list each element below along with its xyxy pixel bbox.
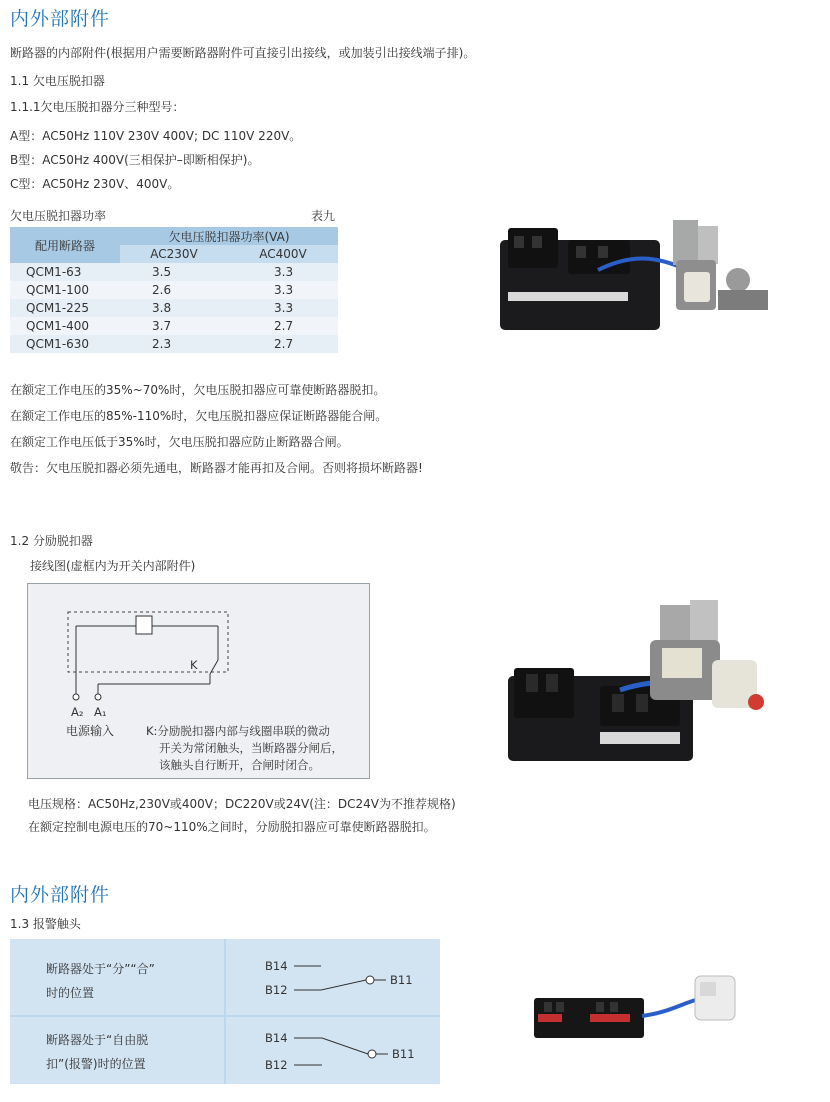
k-note-line-1: K:分励脱扣器内部与线圈串联的微动 bbox=[146, 724, 330, 738]
cell: QCM1-630 bbox=[10, 335, 120, 353]
section-title: 内外部附件 bbox=[10, 8, 111, 30]
a1-label: A₁ bbox=[94, 705, 107, 719]
intro-text: 断路器的内部附件(根据用户需要断路器附件可直接引出接线，或加装引出接线端子排)。 bbox=[10, 46, 476, 60]
table-row bbox=[10, 263, 338, 281]
cell: 2.6 bbox=[120, 281, 228, 299]
subsection-1-1-1: 1.1.1欠电压脱扣器分三种型号： bbox=[10, 100, 185, 114]
table-caption: 欠电压脱扣器功率 bbox=[10, 209, 107, 223]
cell: 3.8 bbox=[120, 299, 228, 317]
cell: QCM1-63 bbox=[10, 263, 120, 281]
cell: 2.7 bbox=[228, 335, 338, 353]
row2-b14: B14 bbox=[265, 1031, 288, 1045]
row2-b11: B11 bbox=[392, 1047, 415, 1061]
k-note-line-3: 该触头自行断开，合闸时闭合。 bbox=[159, 758, 320, 772]
alarm-contact-photo bbox=[530, 968, 750, 1048]
type-b-text: B型：AC50Hz 400V(三相保护–即断相保护)。 bbox=[10, 153, 260, 167]
voltage-spec: 电压规格：AC50Hz,230V或400V；DC220V或24V(注：DC24V为不推荐规格) bbox=[28, 797, 456, 811]
type-c-text: C型：AC50Hz 230V、400V。 bbox=[10, 177, 180, 191]
a2-label: A₂ bbox=[71, 705, 84, 719]
undervoltage-release-photo bbox=[488, 200, 788, 350]
alarm-contact-schematic bbox=[226, 939, 440, 1084]
table-row bbox=[10, 317, 338, 335]
warning-text: 敬告：欠电压脱扣器必须先通电，断路器才能再扣及合闸。否则将损坏断路器! bbox=[10, 461, 423, 475]
cell: 3.7 bbox=[120, 317, 228, 335]
col-header-group: 欠电压脱扣器功率(VA) bbox=[120, 227, 338, 245]
cell: 2.7 bbox=[228, 317, 338, 335]
cell: 2.3 bbox=[120, 335, 228, 353]
shunt-release-photo bbox=[500, 590, 790, 775]
diagram-caption: 接线图(虚框内为开关内部附件) bbox=[30, 559, 196, 573]
alarm-contact-table bbox=[10, 939, 440, 1084]
col-header-ac400: AC400V bbox=[228, 245, 338, 263]
cell: 3.3 bbox=[228, 281, 338, 299]
row1-label-line2: 时的位置 bbox=[46, 986, 95, 1000]
table-row bbox=[10, 335, 338, 353]
table-row bbox=[10, 299, 338, 317]
undervoltage-power-table bbox=[10, 227, 338, 353]
row2-b12: B12 bbox=[265, 1058, 288, 1072]
cell: 3.3 bbox=[228, 299, 338, 317]
col-header-breaker: 配用断路器 bbox=[10, 227, 120, 263]
row1-b11: B11 bbox=[390, 973, 413, 987]
subsection-1-1: 1.1 欠电压脱扣器 bbox=[10, 74, 105, 88]
cell: QCM1-400 bbox=[10, 317, 120, 335]
note-line-3: 在额定工作电压低于35%时，欠电压脱扣器应防止断路器合闸。 bbox=[10, 435, 349, 449]
section-title-2: 内外部附件 bbox=[10, 884, 111, 906]
k-note-line-2: 开关为常闭触头，当断路器分闸后， bbox=[159, 741, 343, 755]
table-row bbox=[10, 281, 338, 299]
subsection-1-2: 1.2 分励脱扣器 bbox=[10, 534, 93, 548]
cell: 3.5 bbox=[120, 263, 228, 281]
shunt-note: 在额定控制电源电压的70~110%之间时，分励脱扣器应可靠使断路器脱扣。 bbox=[28, 820, 436, 834]
row2-label-line1: 断路器处于“自由脱 bbox=[46, 1033, 149, 1047]
table-number: 表九 bbox=[311, 209, 336, 223]
cell: QCM1-225 bbox=[10, 299, 120, 317]
row1-label-line1: 断路器处于“分”“合” bbox=[46, 962, 155, 976]
col-header-ac230: AC230V bbox=[120, 245, 228, 263]
row1-b12: B12 bbox=[265, 983, 288, 997]
row1-b14: B14 bbox=[265, 959, 288, 973]
cell: QCM1-100 bbox=[10, 281, 120, 299]
cell: 3.3 bbox=[228, 263, 338, 281]
power-input-label: 电源输入 bbox=[66, 724, 115, 738]
note-line-1: 在额定工作电压的35%~70%时，欠电压脱扣器应可靠使断路器脱扣。 bbox=[10, 383, 386, 397]
row2-label-line2: 扣”(报警)时的位置 bbox=[46, 1057, 146, 1071]
wiring-diagram bbox=[27, 583, 370, 779]
k-label: K bbox=[190, 658, 198, 672]
subsection-1-3: 1.3 报警触头 bbox=[10, 917, 81, 931]
type-a-text: A型：AC50Hz 110V 230V 400V; DC 110V 220V。 bbox=[10, 129, 302, 143]
note-line-2: 在额定工作电压的85%-110%时，欠电压脱扣器应保证断路器能合闸。 bbox=[10, 409, 388, 423]
